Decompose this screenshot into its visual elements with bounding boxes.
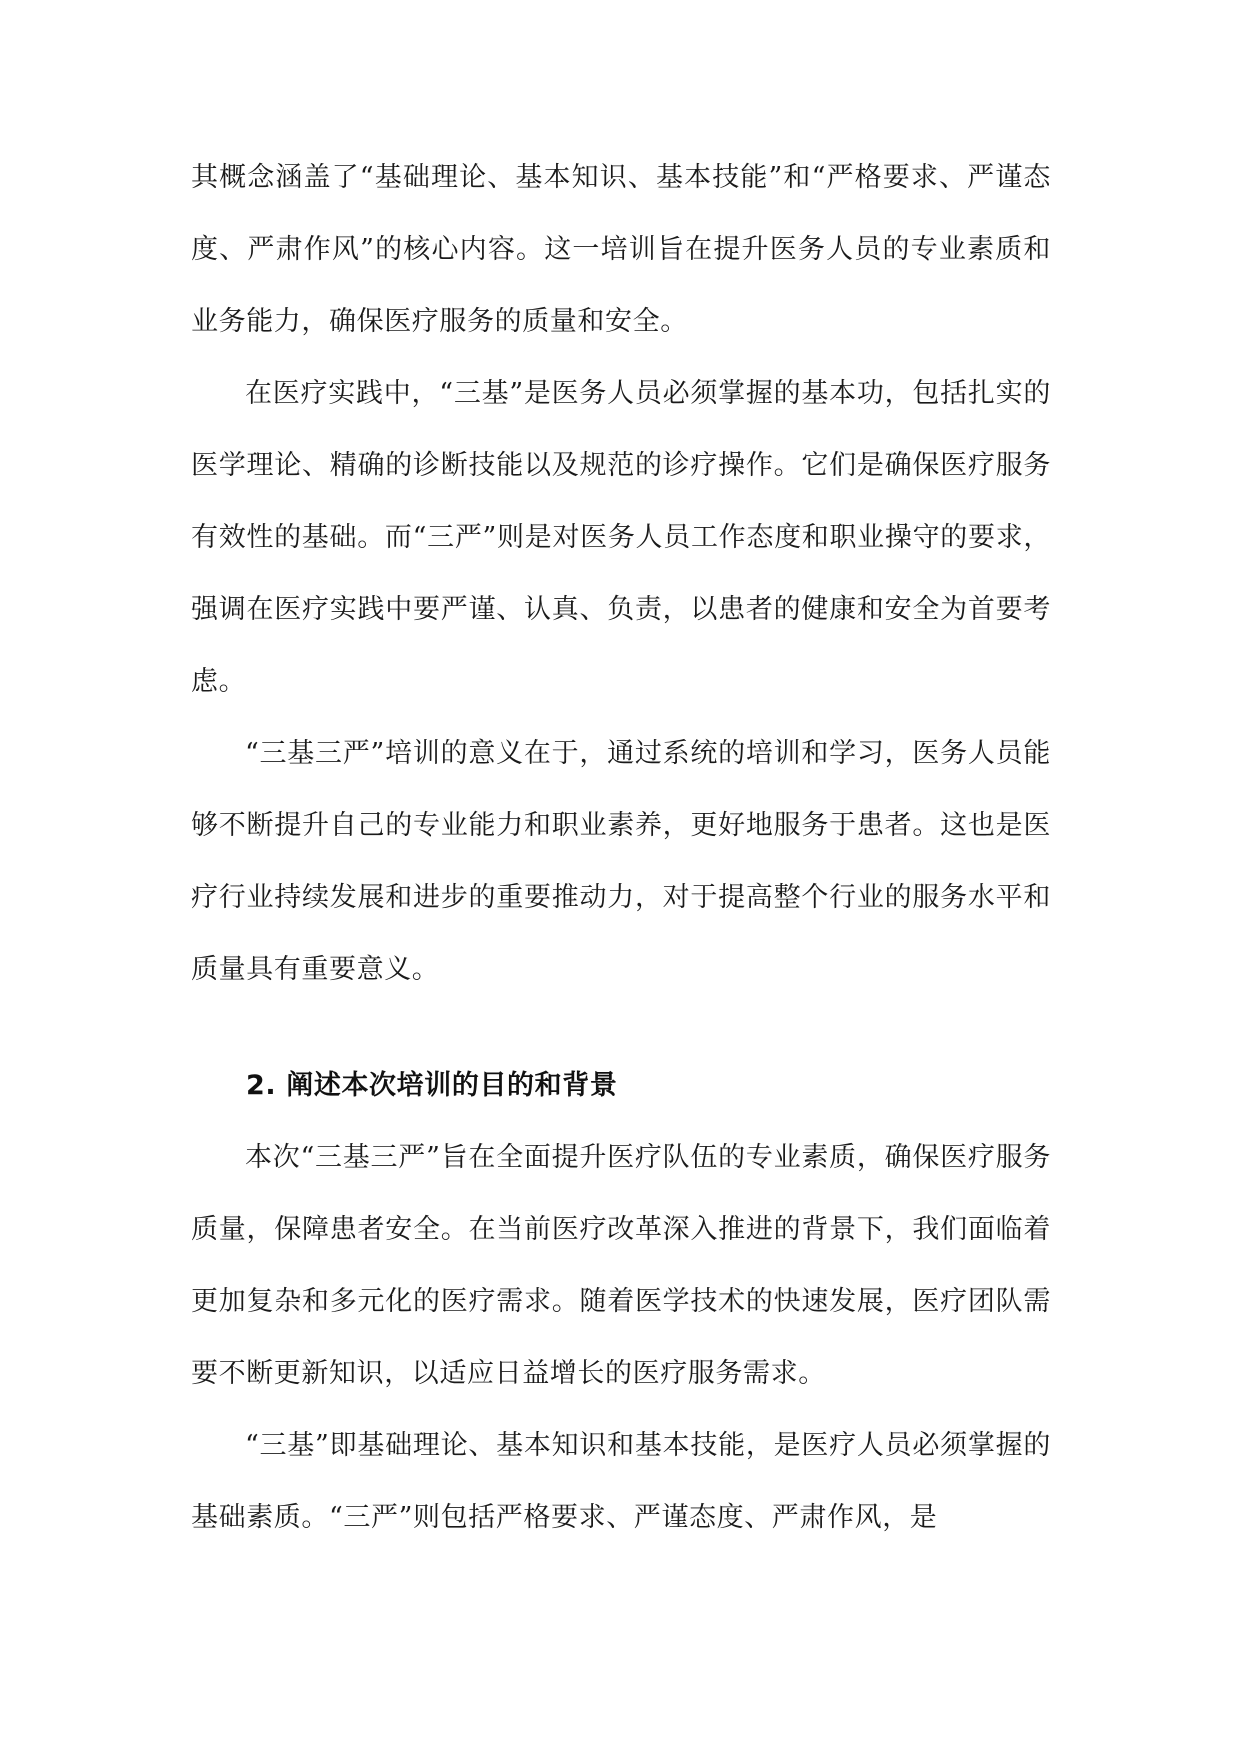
document-body: [191, 142, 1051, 1554]
section-heading: 2. 阐述本次培训的目的和背景: [246, 1070, 618, 1101]
paragraph-continued: 其概念涵盖了“基础理论、基本知识、基本技能”和“严格要求、严谨态度、严肃作风”的核心内容。这一培训旨在提升医务人员的专业素质和业务能力，确保医疗服务的质量和安全。: [191, 162, 1051, 337]
paragraph: “三基”即基础理论、基本知识和基本技能，是医疗人员必须掌握的基础素质。“三严”则包括严格要求、严谨态度、严肃作风，是: [191, 1430, 1051, 1533]
paragraph: “三基三严”培训的意义在于，通过系统的培训和学习，医务人员能够不断提升自己的专业能力和职业素养，更好地服务于患者。这也是医疗行业持续发展和进步的重要推动力，对于提高整个行业的服务水平和质量具有重要意义。: [191, 738, 1051, 985]
paragraph: 在医疗实践中，“三基”是医务人员必须掌握的基本功，包括扎实的医学理论、精确的诊断技能以及规范的诊疗操作。它们是确保医疗服务有效性的基础。而“三严”则是对医务人员工作态度和职业操守的要求，强调在医疗实践中要严谨、认真、负责，以患者的健康和安全为首要考虑。: [191, 378, 1051, 697]
paragraph: 本次“三基三严”旨在全面提升医疗队伍的专业素质，确保医疗服务质量，保障患者安全。在当前医疗改革深入推进的背景下，我们面临着更加复杂和多元化的医疗需求。随着医学技术的快速发展，医疗团队需要不断更新知识，以适应日益增长的医疗服务需求。: [191, 1142, 1051, 1389]
